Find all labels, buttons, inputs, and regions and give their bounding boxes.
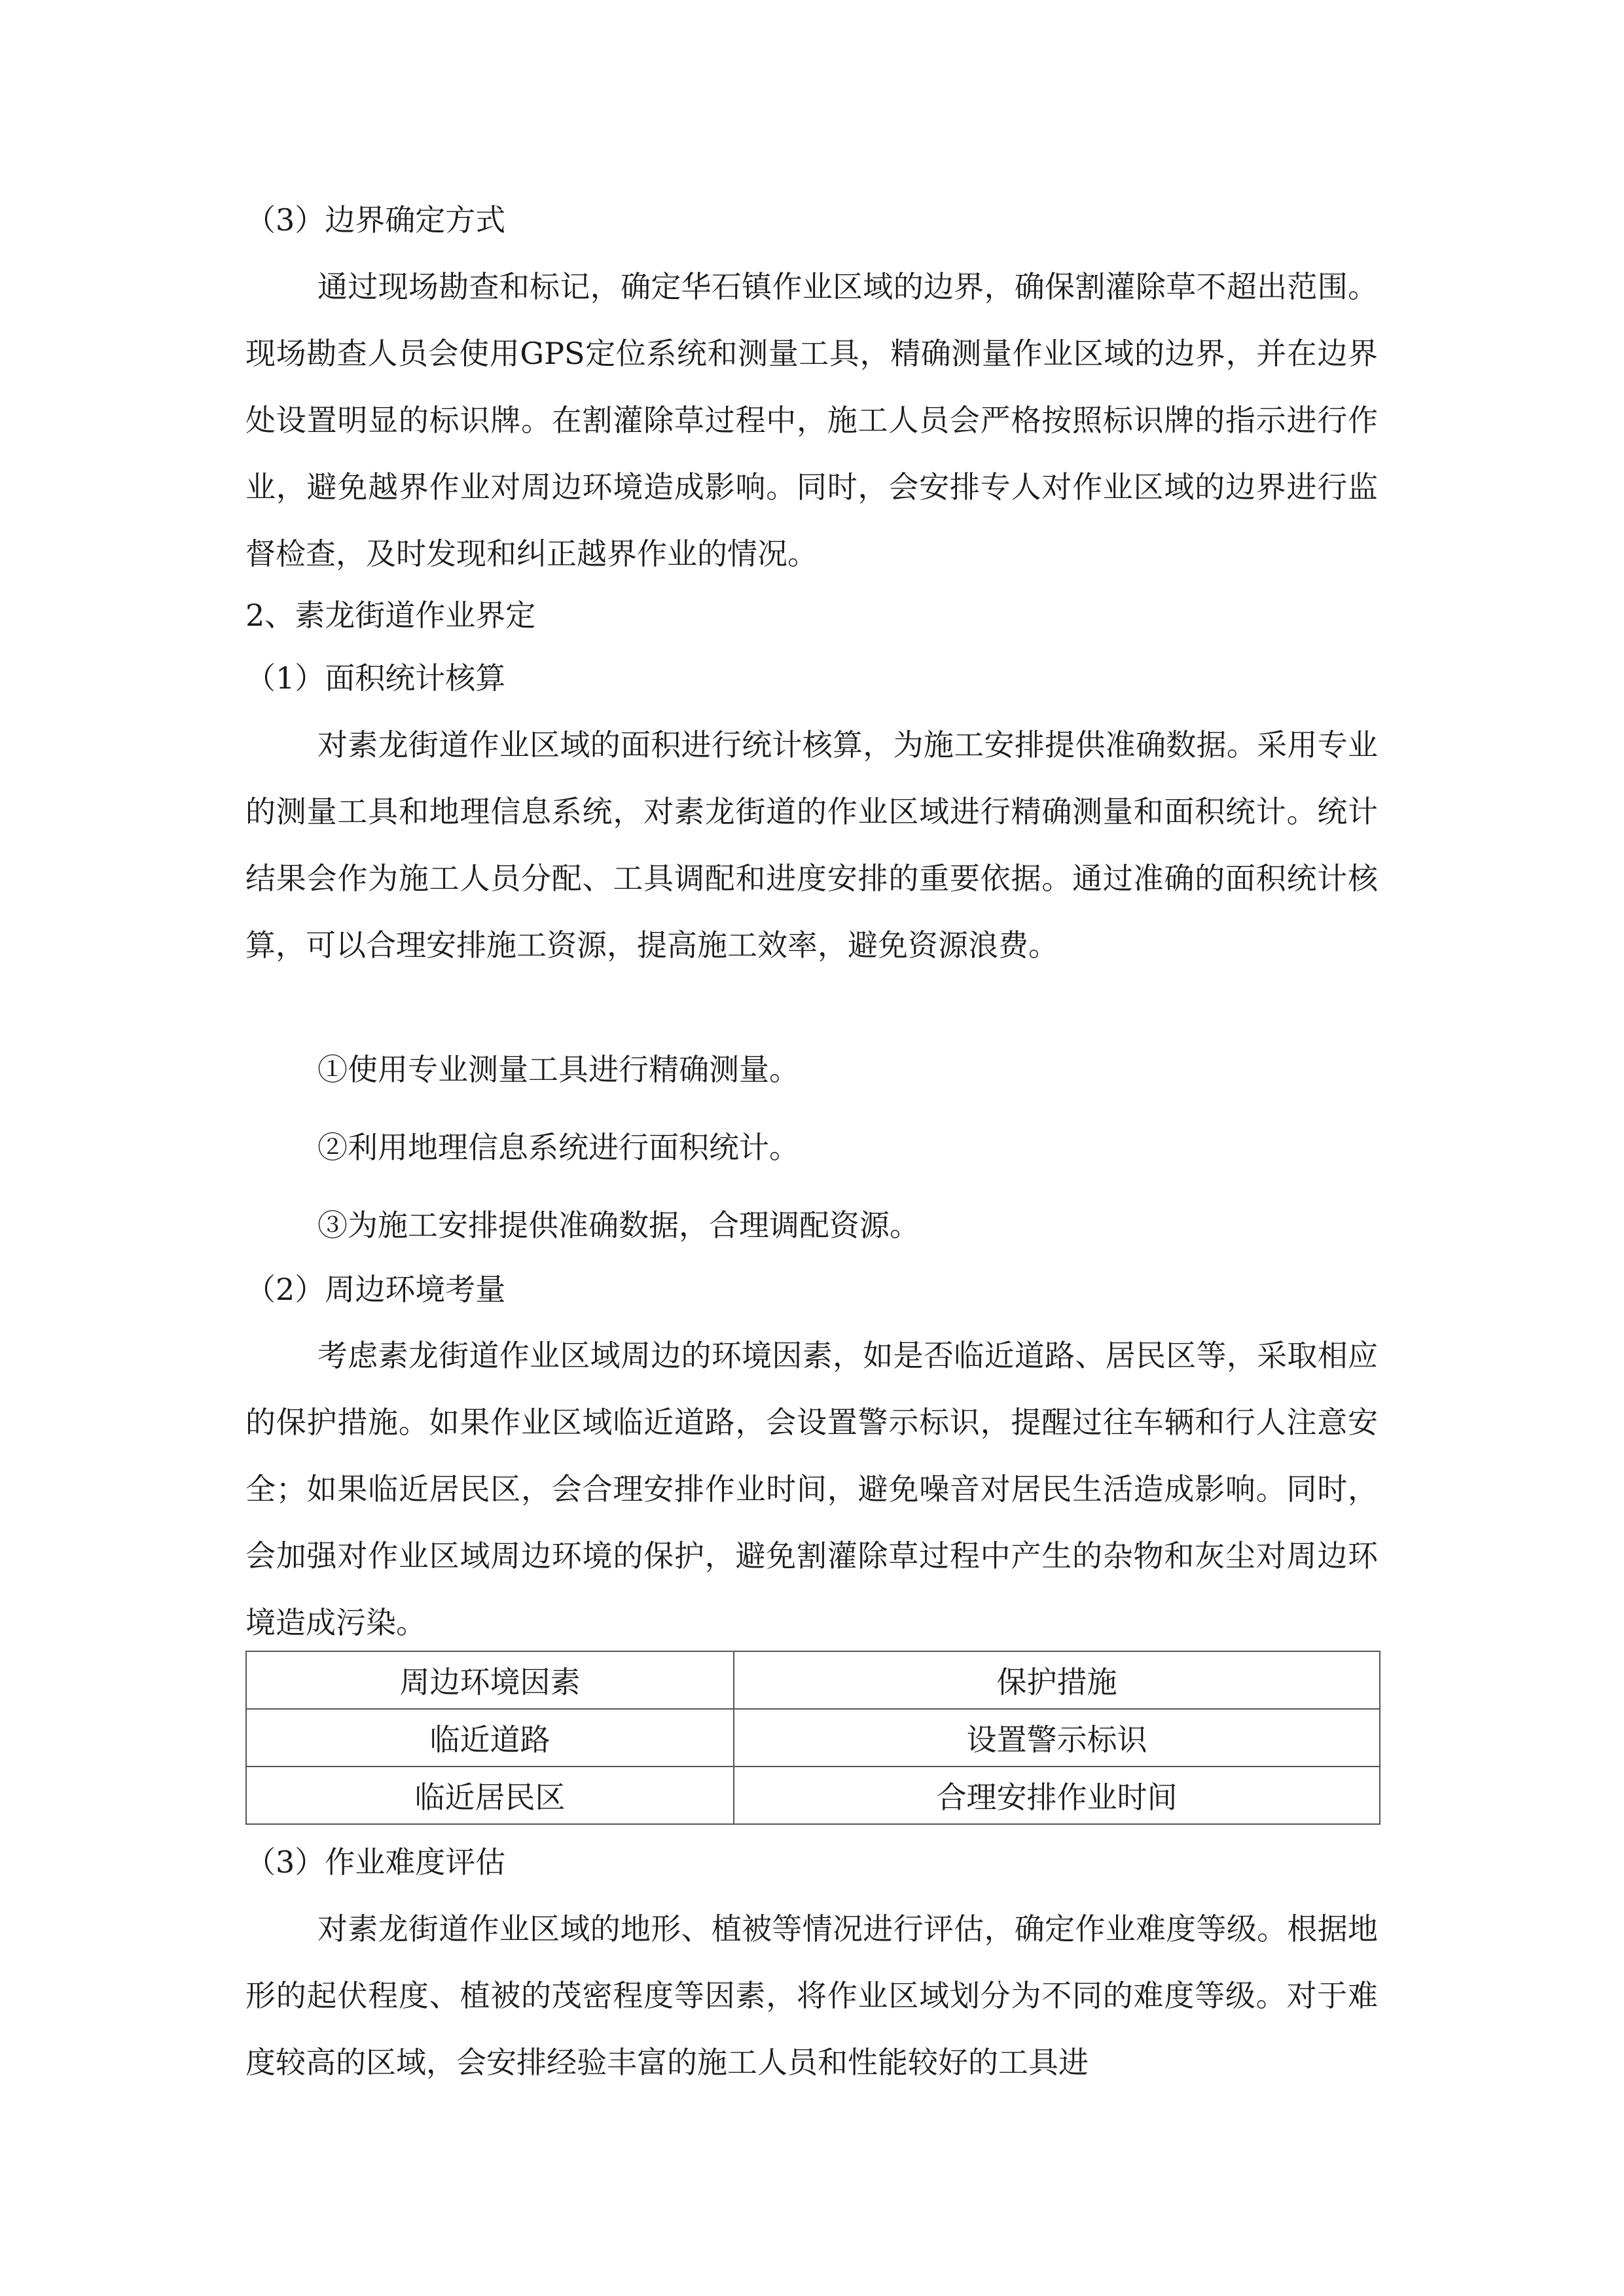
difficulty-paragraph: 对素龙街道作业区域的地形、植被等情况进行评估，确定作业难度等级。根据地形的起伏程度、植被的茂密程度等因素，将作业区域划分为不同的难度等级。对于难度较高的区域，会安排经验丰富的施工人员和性能较好的工具进 (245, 1911, 1378, 2080)
sulong-heading: 2、素龙街道作业界定 (245, 598, 536, 633)
table-header-cell: 周边环境因素 (246, 1651, 734, 1709)
table-row (246, 1709, 1380, 1767)
env-paragraph: 考虑素龙街道作业区域周边的环境因素，如是否临近道路、居民区等，采取相应的保护措施。如果作业区域临近道路，会设置警示标识，提醒过往车辆和行人注意安全；如果临近居民区，会合理安排作业时间，避免噪音对居民生活造成影响。同时，会加强对作业区域周边环境的保护，避免割灌除草过程中产生的杂物和灰尘对周边环境造成污染。 (245, 1338, 1378, 1640)
table-cell: 临近居民区 (246, 1767, 734, 1824)
boundary-heading: （3）边界确定方式 (245, 202, 506, 238)
table-row (246, 1767, 1380, 1824)
area-paragraph: 对素龙街道作业区域的面积进行统计核算，为施工安排提供准确数据。采用专业的测量工具和地理信息系统，对素龙街道的作业区域进行精确测量和面积统计。统计结果会作为施工人员分配、工具调配和进度安排的重要依据。通过准确的面积统计核算，可以合理安排施工资源，提高施工效率，避免资源浪费。 (245, 727, 1378, 963)
table-header-cell: 保护措施 (734, 1651, 1380, 1709)
area-list-item: ②利用地理信息系统进行面积统计。 (317, 1130, 799, 1165)
table-cell: 设置警示标识 (734, 1709, 1380, 1767)
table-cell: 临近道路 (246, 1709, 734, 1767)
area-list-item: ③为施工安排提供准确数据，合理调配资源。 (317, 1208, 920, 1243)
env-protection-table (245, 1651, 1380, 1825)
difficulty-heading: （3）作业难度评估 (245, 1844, 506, 1880)
area-list-item: ①使用专业测量工具进行精确测量。 (317, 1052, 799, 1087)
table-header-row (246, 1651, 1380, 1709)
table-cell: 合理安排作业时间 (734, 1767, 1380, 1824)
env-heading: （2）周边环境考量 (245, 1272, 506, 1307)
area-heading: （1）面积统计核算 (245, 660, 506, 696)
boundary-paragraph: 通过现场勘查和标记，确定华石镇作业区域的边界，确保割灌除草不超出范围。现场勘查人员会使用GPS定位系统和测量工具，精确测量作业区域的边界，并在边界处设置明显的标识牌。在割灌除草过程中，施工人员会严格按照标识牌的指示进行作业，避免越界作业对周边环境造成影响。同时，会安排专人对作业区域的边界进行监督检查，及时发现和纠正越界作业的情况。 (245, 269, 1378, 571)
